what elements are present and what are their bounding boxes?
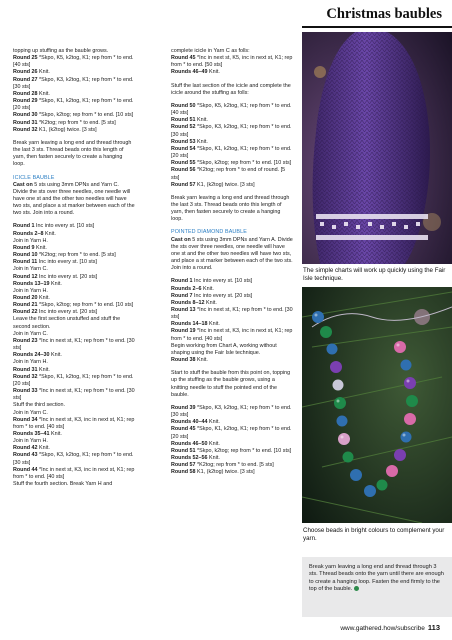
round-label: Round 56 [171, 167, 196, 174]
pattern-line: Round 9 Knit. [13, 244, 47, 251]
subscribe-url[interactable]: www.gathered.how/subscribe [340, 625, 425, 632]
diamond-rounds [171, 278, 293, 364]
round-label: Round 33 [13, 388, 38, 395]
icicle-intro [13, 182, 135, 218]
round-label: Rounds 8–12 [171, 299, 205, 306]
round-label: Round 42 [13, 445, 38, 452]
pattern-line: Round 45 *Skpo, K1, k2tog, K1; rep from * to end. [20 sts] [171, 426, 292, 440]
round-label: Cast on [13, 181, 33, 188]
pattern-line: Round 1 Inc into every st. [10 sts] [171, 278, 253, 285]
paragraph-text: Break yarn leaving a long end and thread through the last 3 sts. Thread beads onto this length of yarn, then fasten securely to create a hanging loop. [13, 139, 132, 168]
round-label: Round 57 [171, 181, 196, 188]
round-label: Round 10 [13, 252, 38, 259]
icicle-rounds [13, 223, 135, 488]
round-label: Round 39 [171, 404, 196, 411]
pattern-line: Round 10 *K2tog; rep from * to end. [5 sts] [13, 252, 116, 259]
round-label: Round 54 [171, 145, 196, 152]
photo-caption-1: The simple charts will work up quickly using the Fair Isle technique. [303, 267, 446, 282]
pattern-line: Rounds 2–6 Knit. [171, 285, 214, 292]
round-label: Round 25 [13, 55, 38, 62]
paragraph-text: Break yarn leaving a long end and thread through the last 3 sts. Thread beads onto this length of yarn, then fasten securely to create a hanging loop. [171, 194, 290, 223]
page-number: 113 [427, 623, 440, 632]
pattern-line: Join in Yarn H. [13, 438, 48, 445]
pattern-line: Round 19 *Inc in next st, K3, inc in next st, K1; rep from * to end. [40 sts] [171, 328, 293, 342]
round-label: Round 28 [13, 90, 38, 97]
pattern-line: Join in Yarn H. [13, 359, 48, 366]
pattern-line: Round 25 *Skpo, K5, k2tog, K1; rep from * to end. [40 sts] [13, 55, 134, 69]
round-label: Round 51 [171, 447, 196, 454]
pattern-line: Round 31 *K2tog; rep from * to end. [5 sts] [13, 119, 116, 126]
round-label: Round 32 [13, 373, 38, 380]
round-label: Round 30 [13, 112, 38, 119]
pattern-line: Round 55 *Skpo, k2tog; rep from * to end. [10 sts] [171, 160, 292, 167]
intro-rounds [13, 48, 135, 134]
pattern-line: Round 51 *Skpo, k2tog; rep from * to end. [10 sts] [171, 447, 292, 454]
round-label: Round 31 [13, 366, 38, 373]
pattern-line: Join in Yarn C. [13, 330, 48, 337]
pattern-line: Round 57 K1, (k2tog) twice. [3 sts] [171, 181, 255, 188]
round-label: Round 1 [171, 278, 193, 285]
tip-text [309, 564, 446, 593]
break-paragraph-2 [171, 195, 293, 224]
pattern-line: Round 39 *Skpo, K3, k2tog, K1; rep from * to end. [30 sts] [171, 404, 292, 419]
paragraph-text: Stuff the last section of the icicle and complete the icicle around the stuffing as folls: [171, 82, 291, 96]
pattern-line: Round 29 *Skpo, K1, k2tog, K1; rep from * to end. [20 sts] [13, 98, 134, 112]
pattern-line: Round 54 *Skpo, K1, k2tog, K1; rep from * to end. [20 sts] [171, 145, 292, 160]
diamond-intro [171, 237, 293, 273]
round-label: Round 27 [13, 76, 38, 83]
round-label: Round 21 [13, 302, 38, 309]
pattern-line: Round 26 Knit. [13, 69, 50, 76]
diamond-heading: POINTED DIAMOND BAUBLE [171, 229, 247, 236]
pattern-line: Join in Yarn C. [13, 266, 48, 273]
pattern-line: Round 53 Knit. [171, 138, 208, 145]
knitted-bauble-illustration [302, 32, 452, 264]
pattern-line: Round 31 Knit. [13, 366, 50, 373]
round-label: Rounds 52–56 [171, 454, 208, 461]
round-label: Rounds 46–50 [171, 440, 208, 447]
icicle-final-rounds [171, 103, 293, 189]
tip-box [302, 557, 452, 617]
pattern-line: Round 56 *K2tog; rep from * to end of round. [5 sts] [171, 167, 286, 181]
pattern-line: Round 30 *Skpo, k2tog; rep from * to end. [10 sts] [13, 112, 134, 119]
tip-text-body: Break yarn leaving a long end and thread through 3 sts. Thread beads onto the yarn until there are enough to create a hanging loop. Fasten the end firmly to the top of the bauble. [309, 564, 444, 592]
icicle-rounds-cont [171, 48, 293, 77]
round-label: Round 57 [171, 462, 196, 469]
stuff-paragraph [171, 83, 293, 97]
pattern-line: Round 28 Knit. [13, 90, 50, 97]
round-label: Round 44 [13, 466, 38, 473]
paragraph-text: Cast on 5 sts using 3mm DPNs and Yarn C. Divide the sts over three needles, one needle will have one st and the other two needles will have two sts, and place a st marker between each of the two sts. Join into a round. [13, 181, 135, 217]
pattern-line: Rounds 40–44 Knit. [171, 419, 220, 426]
pattern-line: Round 45 *Inc in next st, K5, inc in next st, K1; rep from * to end. [50 sts] [171, 55, 293, 69]
round-label: Round 19 [171, 328, 196, 335]
pattern-line: Round 58 K1, (k2tog) twice. [3 sts] [171, 469, 255, 476]
pattern-line: Round 20 Knit. [13, 295, 50, 301]
page-header-title: Christmas baubles [326, 6, 442, 22]
photo-knitted-bauble [302, 32, 452, 264]
round-label: Round 50 [171, 102, 196, 109]
pattern-line: Round 52 *Skpo, K3, k2tog, K1; rep from * to end. [30 sts] [171, 124, 292, 138]
pattern-line: complete icicle in Yarn C as folls: [171, 48, 250, 54]
pattern-line: Round 34 *Inc in next st, K3, inc in next st, K1; rep from * to end. [40 sts] [13, 416, 135, 430]
pattern-line: Join in Yarn H. [13, 287, 48, 294]
pattern-line: Round 13 *Inc in next st, K1; rep from * to end. [30 sts] [171, 307, 293, 321]
pattern-line: Begin working from Chart A, working without shaping using the Fair Isle technique. [171, 342, 277, 356]
pattern-line: Round 1 Inc into every st. [10 sts] [13, 223, 95, 230]
round-label: Rounds 46–49 [171, 69, 208, 76]
round-label: Round 29 [13, 98, 38, 105]
break-paragraph-1 [13, 140, 135, 169]
pattern-line: Round 44 *Inc in next st, K3, inc in next st, K1; rep from * to end. [40 sts] [13, 466, 135, 480]
round-label: Round 38 [171, 357, 196, 364]
pattern-line: Round 42 Knit. [13, 445, 50, 452]
pattern-line: Rounds 8–12 Knit. [171, 299, 217, 306]
end-mark-icon [354, 586, 359, 591]
pattern-line: Rounds 46–50 Knit. [171, 440, 220, 447]
column-middle [171, 48, 293, 482]
pattern-line: Round 32 *Skpo, K1, k2tog, K1; rep from * to end. [20 sts] [13, 373, 134, 387]
pattern-line: Round 12 Inc into every st. [20 sts] [13, 273, 98, 280]
pattern-line: Round 43 *Skpo, K3, k2tog, K1; rep from * to end. [30 sts] [13, 452, 134, 466]
round-label: Round 51 [171, 117, 196, 124]
pattern-line: Round 50 *Skpo, K5, k2tog, K1; rep from * to end. [40 sts] [171, 102, 292, 117]
round-label: Round 31 [13, 119, 38, 126]
paragraph-text: Start to stuff the bauble from this point on, topping up the stuffing as the bauble grows, using a knitting needle to stuff the pointed end of the bauble. [171, 370, 291, 398]
round-label: Rounds 13–19 [13, 280, 50, 287]
header-rule [302, 26, 452, 28]
pattern-line: Round 38 Knit. [171, 357, 208, 364]
round-label: Rounds 35–41 [13, 430, 50, 437]
round-label: Round 34 [13, 416, 38, 423]
round-label: Round 9 [13, 244, 35, 251]
pattern-line: Rounds 24–30 Knit. [13, 352, 62, 359]
column-left [13, 48, 135, 494]
paragraph-text: Cast on 5 sts using 3mm DPNs and Yarn A. Divide the sts over three needles, one needle will have one st and the other two needles will have two sts, and place a st marker between each of the two sts. Join into a round. [171, 236, 293, 272]
round-label: Round 53 [171, 138, 196, 145]
page-footer [340, 623, 440, 632]
round-label: Rounds 40–44 [171, 419, 208, 426]
round-label: Rounds 14–18 [171, 321, 208, 328]
pattern-line: Round 21 *Skpo, k2tog; rep from * to end. [10 sts] [13, 302, 134, 309]
pattern-line: Rounds 14–18 Knit. [171, 321, 220, 328]
pattern-line: Leave the first section unstuffed and stuff the second section. [13, 316, 121, 330]
pattern-line: Round 57 *K2tog; rep from * to end. [5 sts] [171, 462, 274, 469]
icicle-heading: ICICLE BAUBLE [13, 174, 55, 181]
round-label: Round 11 [13, 259, 38, 266]
diamond-final-rounds [171, 405, 293, 477]
pattern-line: Round 32 K1, (k2tog) twice. [3 sts] [13, 126, 97, 133]
pattern-line: Round 33 *Inc in next st, K1; rep from * to end. [30 sts] [13, 388, 135, 402]
round-label: Rounds 2–6 [171, 285, 202, 292]
pattern-line: Rounds 35–41 Knit. [13, 430, 62, 437]
pattern-line: Round 27 *Skpo, K3, k2tog, K1; rep from * to end. [30 sts] [13, 76, 134, 90]
photo-beaded-hanging-loop [302, 287, 452, 523]
pattern-line: Rounds 2–8 Knit. [13, 230, 56, 237]
pattern-line: topping up stuffing as the bauble grows. [13, 48, 109, 54]
round-label: Round 55 [171, 160, 196, 167]
pattern-line: Rounds 46–49 Knit. [171, 69, 220, 76]
round-label: Round 7 [171, 292, 193, 299]
round-label: Rounds 24–30 [13, 352, 50, 359]
round-label: Round 23 [13, 337, 38, 344]
round-label: Round 12 [13, 273, 38, 280]
pattern-line: Round 22 Inc into every st. [20 sts] [13, 309, 98, 316]
pattern-line: Rounds 13–19 Knit. [13, 280, 62, 287]
round-label: Round 45 [171, 426, 196, 433]
beads-illustration [302, 287, 452, 523]
round-label: Round 26 [13, 69, 38, 76]
pattern-line: Join in Yarn H. [13, 237, 48, 244]
pattern-line: Stuff the third section. [13, 402, 66, 409]
round-label: Round 1 [13, 223, 35, 230]
pattern-line: Join in Yarn C. [13, 409, 48, 416]
pattern-line: Round 11 Inc into every st. [10 sts] [13, 259, 97, 266]
pattern-line: Round 23 *Inc in next st, K1; rep from * to end. [30 sts] [13, 337, 135, 352]
pattern-line: Stuff the fourth section. Break Yarn H and [13, 481, 113, 488]
round-label: Round 22 [13, 309, 38, 316]
round-label: Rounds 2–8 [13, 230, 44, 237]
round-label: Round 32 [13, 126, 38, 133]
round-label: Round 13 [171, 307, 196, 313]
start-stuffing-paragraph [171, 370, 293, 399]
round-label: Round 45 [171, 55, 196, 62]
pattern-line: Round 7 Inc into every st. [20 sts] [171, 292, 253, 299]
round-label: Round 43 [13, 452, 38, 459]
round-label: Round 52 [171, 124, 196, 131]
pattern-line: Round 51 Knit. [171, 117, 208, 124]
round-label: Round 20 [13, 295, 38, 301]
round-label: Cast on [171, 236, 191, 243]
pattern-line: Rounds 52–56 Knit. [171, 454, 220, 461]
photo-caption-2: Choose beads in bright colours to complement your yarn. [303, 527, 445, 542]
round-label: Round 58 [171, 469, 196, 476]
